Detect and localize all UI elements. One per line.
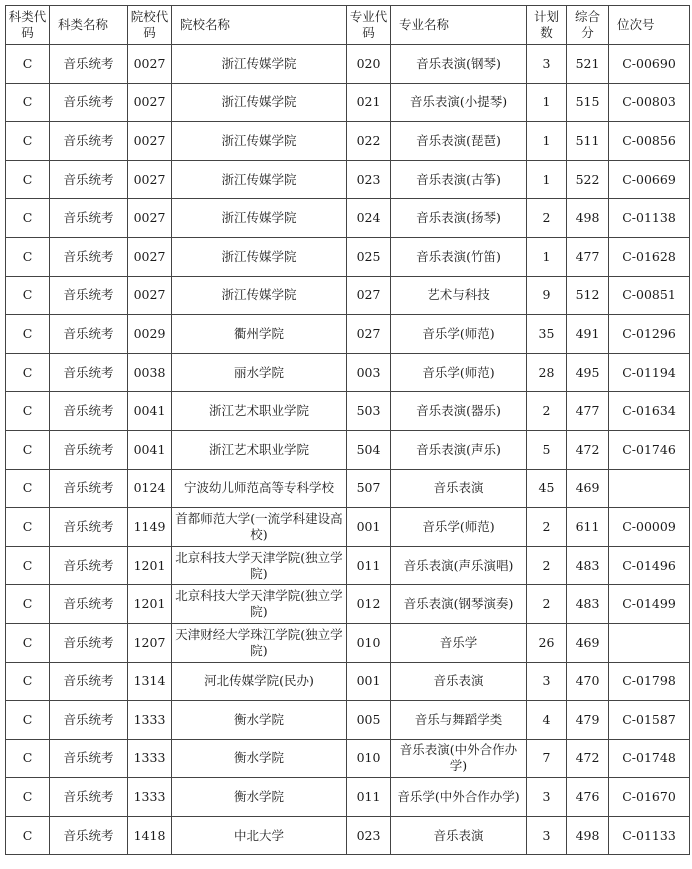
cell-school-code: 0124 — [128, 469, 172, 508]
cell-plan-count: 2 — [527, 199, 567, 238]
table-row — [6, 430, 690, 469]
cell-category-name: 音乐统考 — [50, 701, 128, 740]
cell-plan-count: 2 — [527, 392, 567, 431]
cell-major-name: 音乐表演 — [391, 469, 527, 508]
cell-major-name: 音乐表演 — [391, 816, 527, 855]
cell-school-name: 浙江传媒学院 — [172, 122, 347, 161]
cell-major-code: 020 — [347, 45, 391, 84]
cell-total-score: 491 — [567, 315, 609, 354]
cell-category-code: C — [6, 469, 50, 508]
cell-rank: C-00669 — [609, 160, 690, 199]
cell-school-name: 首都师范大学(一流学科建设高校) — [172, 508, 347, 547]
cell-major-name: 音乐表演(古筝) — [391, 160, 527, 199]
cell-school-name: 浙江传媒学院 — [172, 237, 347, 276]
cell-category-code: C — [6, 508, 50, 547]
cell-school-code: 0027 — [128, 45, 172, 84]
cell-category-code: C — [6, 199, 50, 238]
cell-major-name: 音乐学(师范) — [391, 508, 527, 547]
cell-major-code: 010 — [347, 739, 391, 778]
cell-major-name: 音乐表演 — [391, 662, 527, 701]
header-major-code: 专业代码 — [347, 6, 391, 45]
cell-school-code: 1418 — [128, 816, 172, 855]
table-row — [6, 315, 690, 354]
cell-plan-count: 4 — [527, 701, 567, 740]
cell-category-name: 音乐统考 — [50, 816, 128, 855]
cell-plan-count: 1 — [527, 237, 567, 276]
cell-category-name: 音乐统考 — [50, 83, 128, 122]
cell-total-score: 483 — [567, 585, 609, 624]
cell-major-name: 音乐表演(琵琶) — [391, 122, 527, 161]
cell-major-name: 音乐表演(中外合作办学) — [391, 739, 527, 778]
cell-school-code: 0041 — [128, 430, 172, 469]
cell-rank: C-01133 — [609, 816, 690, 855]
cell-school-name: 浙江艺术职业学院 — [172, 392, 347, 431]
cell-major-name: 音乐表演(竹笛) — [391, 237, 527, 276]
cell-category-name: 音乐统考 — [50, 469, 128, 508]
table-row — [6, 160, 690, 199]
cell-major-name: 音乐表演(扬琴) — [391, 199, 527, 238]
cell-category-name: 音乐统考 — [50, 508, 128, 547]
cell-rank: C-01798 — [609, 662, 690, 701]
cell-category-name: 音乐统考 — [50, 778, 128, 817]
cell-category-name: 音乐统考 — [50, 199, 128, 238]
cell-total-score: 611 — [567, 508, 609, 547]
cell-rank: C-01634 — [609, 392, 690, 431]
cell-category-name: 音乐统考 — [50, 353, 128, 392]
table-row — [6, 469, 690, 508]
table-row — [6, 662, 690, 701]
cell-category-code: C — [6, 83, 50, 122]
cell-school-code: 0027 — [128, 199, 172, 238]
cell-plan-count: 1 — [527, 122, 567, 161]
cell-category-code: C — [6, 546, 50, 585]
cell-school-code: 1333 — [128, 739, 172, 778]
cell-total-score: 498 — [567, 816, 609, 855]
table-row — [6, 199, 690, 238]
cell-category-name: 音乐统考 — [50, 315, 128, 354]
cell-major-code: 503 — [347, 392, 391, 431]
cell-major-name: 音乐表演(器乐) — [391, 392, 527, 431]
cell-category-code: C — [6, 276, 50, 315]
cell-total-score: 511 — [567, 122, 609, 161]
table-row — [6, 392, 690, 431]
table-header — [6, 6, 690, 45]
cell-school-name: 宁波幼儿师范高等专科学校 — [172, 469, 347, 508]
header-plan-count: 计划数 — [527, 6, 567, 45]
cell-school-name: 衡水学院 — [172, 739, 347, 778]
cell-major-code: 011 — [347, 778, 391, 817]
table-row — [6, 816, 690, 855]
cell-school-name: 天津财经大学珠江学院(独立学院) — [172, 623, 347, 662]
cell-rank: C-00009 — [609, 508, 690, 547]
cell-major-code: 504 — [347, 430, 391, 469]
cell-school-name: 河北传媒学院(民办) — [172, 662, 347, 701]
cell-major-name: 音乐表演(钢琴) — [391, 45, 527, 84]
cell-school-code: 1149 — [128, 508, 172, 547]
cell-plan-count: 1 — [527, 83, 567, 122]
cell-school-name: 浙江传媒学院 — [172, 276, 347, 315]
cell-school-name: 北京科技大学天津学院(独立学院) — [172, 546, 347, 585]
cell-major-name: 音乐表演(声乐) — [391, 430, 527, 469]
cell-rank: C-01746 — [609, 430, 690, 469]
cell-rank: C-01499 — [609, 585, 690, 624]
cell-category-code: C — [6, 739, 50, 778]
cell-school-code: 0038 — [128, 353, 172, 392]
cell-school-code: 0027 — [128, 276, 172, 315]
cell-rank: C-01628 — [609, 237, 690, 276]
cell-rank: C-01496 — [609, 546, 690, 585]
cell-school-name: 浙江传媒学院 — [172, 83, 347, 122]
cell-total-score: 522 — [567, 160, 609, 199]
table-row — [6, 701, 690, 740]
cell-plan-count: 5 — [527, 430, 567, 469]
cell-total-score: 483 — [567, 546, 609, 585]
cell-major-name: 音乐学(师范) — [391, 353, 527, 392]
cell-school-name: 浙江艺术职业学院 — [172, 430, 347, 469]
cell-total-score: 521 — [567, 45, 609, 84]
cell-total-score: 512 — [567, 276, 609, 315]
cell-category-code: C — [6, 662, 50, 701]
cell-school-name: 衡水学院 — [172, 778, 347, 817]
cell-total-score: 476 — [567, 778, 609, 817]
cell-major-code: 010 — [347, 623, 391, 662]
cell-major-code: 005 — [347, 701, 391, 740]
cell-category-code: C — [6, 430, 50, 469]
cell-major-code: 003 — [347, 353, 391, 392]
cell-rank: C-00803 — [609, 83, 690, 122]
cell-major-code: 001 — [347, 508, 391, 547]
cell-plan-count: 28 — [527, 353, 567, 392]
cell-school-code: 1201 — [128, 585, 172, 624]
cell-major-name: 音乐表演(声乐演唱) — [391, 546, 527, 585]
table-row — [6, 237, 690, 276]
admission-table — [5, 5, 690, 855]
cell-category-code: C — [6, 237, 50, 276]
cell-category-name: 音乐统考 — [50, 45, 128, 84]
cell-major-name: 音乐表演(钢琴演奏) — [391, 585, 527, 624]
header-total-score: 综合分 — [567, 6, 609, 45]
cell-total-score: 469 — [567, 623, 609, 662]
cell-category-name: 音乐统考 — [50, 276, 128, 315]
cell-rank: C-01138 — [609, 199, 690, 238]
cell-total-score: 472 — [567, 739, 609, 778]
cell-school-code: 1207 — [128, 623, 172, 662]
cell-major-name: 音乐学(中外合作办学) — [391, 778, 527, 817]
cell-school-code: 1201 — [128, 546, 172, 585]
cell-school-name: 中北大学 — [172, 816, 347, 855]
cell-school-code: 1314 — [128, 662, 172, 701]
cell-total-score: 495 — [567, 353, 609, 392]
cell-plan-count: 26 — [527, 623, 567, 662]
cell-major-name: 音乐学 — [391, 623, 527, 662]
cell-school-code: 0027 — [128, 237, 172, 276]
table-row — [6, 778, 690, 817]
cell-category-name: 音乐统考 — [50, 237, 128, 276]
cell-plan-count: 9 — [527, 276, 567, 315]
cell-category-code: C — [6, 122, 50, 161]
cell-major-code: 023 — [347, 816, 391, 855]
cell-plan-count: 1 — [527, 160, 567, 199]
cell-major-name: 音乐与舞蹈学类 — [391, 701, 527, 740]
cell-major-code: 025 — [347, 237, 391, 276]
cell-school-name: 浙江传媒学院 — [172, 160, 347, 199]
table-row — [6, 623, 690, 662]
cell-category-name: 音乐统考 — [50, 392, 128, 431]
cell-rank — [609, 623, 690, 662]
cell-rank: C-01587 — [609, 701, 690, 740]
cell-category-code: C — [6, 392, 50, 431]
cell-total-score: 498 — [567, 199, 609, 238]
cell-school-code: 0027 — [128, 122, 172, 161]
cell-rank: C-01194 — [609, 353, 690, 392]
cell-major-name: 音乐学(师范) — [391, 315, 527, 354]
cell-school-code: 1333 — [128, 778, 172, 817]
cell-school-name: 丽水学院 — [172, 353, 347, 392]
table-row — [6, 585, 690, 624]
cell-category-name: 音乐统考 — [50, 623, 128, 662]
table-row — [6, 122, 690, 161]
table-row — [6, 353, 690, 392]
cell-school-code: 0041 — [128, 392, 172, 431]
header-school-name: 院校名称 — [172, 6, 347, 45]
cell-plan-count: 3 — [527, 778, 567, 817]
table-row — [6, 83, 690, 122]
cell-school-code: 0029 — [128, 315, 172, 354]
cell-category-code: C — [6, 816, 50, 855]
cell-category-code: C — [6, 353, 50, 392]
cell-plan-count: 35 — [527, 315, 567, 354]
header-category-code: 科类代码 — [6, 6, 50, 45]
cell-plan-count: 3 — [527, 662, 567, 701]
cell-category-code: C — [6, 623, 50, 662]
cell-school-name: 北京科技大学天津学院(独立学院) — [172, 585, 347, 624]
cell-total-score: 515 — [567, 83, 609, 122]
cell-major-code: 022 — [347, 122, 391, 161]
cell-total-score: 477 — [567, 237, 609, 276]
table-row — [6, 739, 690, 778]
cell-category-name: 音乐统考 — [50, 662, 128, 701]
cell-rank: C-01670 — [609, 778, 690, 817]
cell-major-code: 027 — [347, 315, 391, 354]
cell-rank: C-01296 — [609, 315, 690, 354]
table-row — [6, 276, 690, 315]
cell-category-code: C — [6, 778, 50, 817]
cell-rank: C-00690 — [609, 45, 690, 84]
cell-plan-count: 3 — [527, 45, 567, 84]
table-row — [6, 546, 690, 585]
cell-school-code: 0027 — [128, 160, 172, 199]
cell-major-code: 507 — [347, 469, 391, 508]
header-major-name: 专业名称 — [391, 6, 527, 45]
cell-rank — [609, 469, 690, 508]
cell-major-code: 023 — [347, 160, 391, 199]
cell-major-code: 021 — [347, 83, 391, 122]
cell-plan-count: 2 — [527, 508, 567, 547]
cell-school-code: 0027 — [128, 83, 172, 122]
cell-major-name: 艺术与科技 — [391, 276, 527, 315]
cell-school-code: 1333 — [128, 701, 172, 740]
cell-category-code: C — [6, 315, 50, 354]
cell-category-code: C — [6, 701, 50, 740]
cell-total-score: 470 — [567, 662, 609, 701]
cell-plan-count: 3 — [527, 816, 567, 855]
table-row — [6, 508, 690, 547]
cell-major-code: 027 — [347, 276, 391, 315]
cell-school-name: 浙江传媒学院 — [172, 45, 347, 84]
cell-category-code: C — [6, 160, 50, 199]
cell-category-name: 音乐统考 — [50, 585, 128, 624]
cell-category-code: C — [6, 45, 50, 84]
cell-total-score: 479 — [567, 701, 609, 740]
cell-major-code: 011 — [347, 546, 391, 585]
cell-total-score: 477 — [567, 392, 609, 431]
cell-plan-count: 7 — [527, 739, 567, 778]
cell-major-name: 音乐表演(小提琴) — [391, 83, 527, 122]
table-body — [6, 45, 690, 855]
header-rank: 位次号 — [609, 6, 690, 45]
cell-rank: C-00851 — [609, 276, 690, 315]
cell-total-score: 469 — [567, 469, 609, 508]
cell-school-name: 衢州学院 — [172, 315, 347, 354]
cell-major-code: 024 — [347, 199, 391, 238]
header-category-name: 科类名称 — [50, 6, 128, 45]
cell-major-code: 001 — [347, 662, 391, 701]
cell-category-code: C — [6, 585, 50, 624]
cell-total-score: 472 — [567, 430, 609, 469]
cell-school-name: 浙江传媒学院 — [172, 199, 347, 238]
header-school-code: 院校代码 — [128, 6, 172, 45]
cell-rank: C-00856 — [609, 122, 690, 161]
cell-rank: C-01748 — [609, 739, 690, 778]
cell-school-name: 衡水学院 — [172, 701, 347, 740]
cell-plan-count: 45 — [527, 469, 567, 508]
cell-major-code: 012 — [347, 585, 391, 624]
cell-category-name: 音乐统考 — [50, 160, 128, 199]
cell-category-name: 音乐统考 — [50, 430, 128, 469]
cell-category-name: 音乐统考 — [50, 546, 128, 585]
cell-category-name: 音乐统考 — [50, 739, 128, 778]
cell-plan-count: 2 — [527, 585, 567, 624]
table-row — [6, 45, 690, 84]
cell-category-name: 音乐统考 — [50, 122, 128, 161]
cell-plan-count: 2 — [527, 546, 567, 585]
